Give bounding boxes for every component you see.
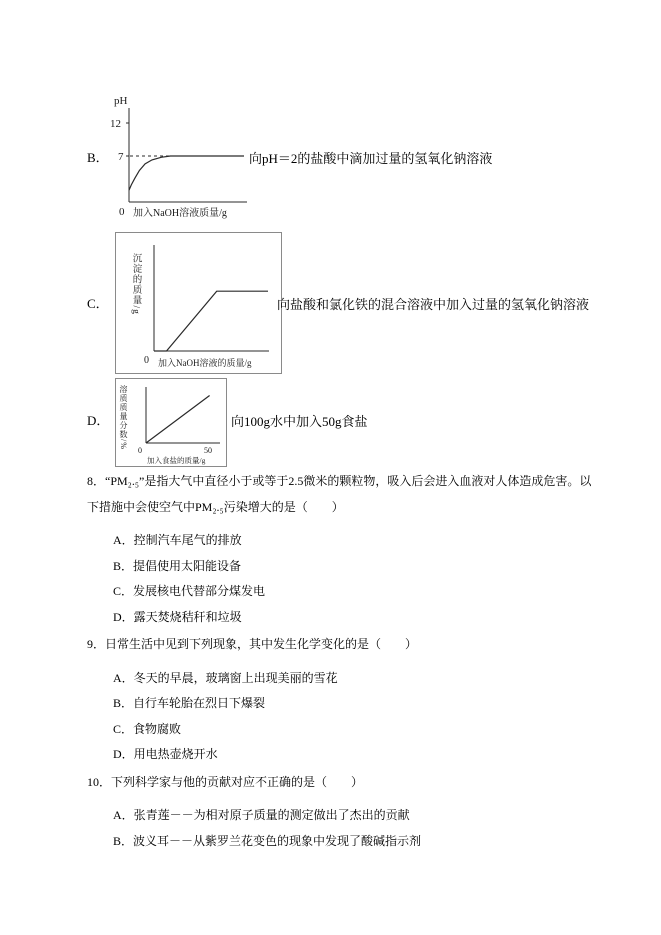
answer-option-d: D．用电热壶烧开水 bbox=[113, 747, 218, 761]
question-number: 8． bbox=[87, 474, 106, 488]
x-tick-50: 50 bbox=[204, 446, 212, 455]
x-axis-title: 加入食盐的质量/g bbox=[147, 456, 206, 465]
answer-option-b: B．提倡使用太阳能设备 bbox=[113, 558, 242, 573]
answer-option-a: A．冬天的早晨，玻璃窗上出现美丽的雪花 bbox=[113, 670, 338, 685]
answer-option-c: C．发展核电代替部分煤发电 bbox=[113, 584, 266, 598]
question-stem bbox=[87, 770, 592, 796]
mass-fraction-chart-frame bbox=[115, 378, 227, 467]
y-axis-title: pH bbox=[114, 95, 128, 107]
graph-option-d-label: D． bbox=[87, 413, 110, 428]
precipitate-mass-line bbox=[154, 291, 268, 351]
answer-options bbox=[87, 528, 592, 630]
y-tick-12: 12 bbox=[110, 118, 121, 130]
question-number: 10． bbox=[87, 774, 112, 789]
question-10 bbox=[87, 770, 592, 855]
ph-curve bbox=[129, 156, 244, 190]
x-axis-title: 加入NaOH溶液的质量/g bbox=[158, 358, 252, 368]
graph-option-d-caption: 向100g水中加入50g食盐 bbox=[231, 414, 368, 429]
origin-label: 0 bbox=[119, 206, 125, 218]
graph-option-b-caption: 向pH＝2的盐酸中滴加过量的氢氧化钠溶液 bbox=[249, 151, 493, 166]
question-text: 下列科学家与他的贡献对应不正确的是（ ） bbox=[111, 774, 364, 789]
question-text: 日常生活中见到下列现象，其中发生化学变化的是（ ） bbox=[105, 637, 418, 651]
y-axis-title-vertical: 溶质质量分数/% bbox=[119, 385, 128, 450]
answer-option-b: B．自行车轮胎在烈日下爆裂 bbox=[113, 696, 266, 710]
answer-option-d: D．露天焚烧秸秆和垃圾 bbox=[113, 609, 242, 624]
mass-fraction-line bbox=[146, 396, 210, 444]
question-stem bbox=[87, 632, 592, 658]
origin-label: 0 bbox=[144, 355, 149, 366]
answer-option-b: B．波义耳－－从紫罗兰花变色的现象中发现了酸碱指示剂 bbox=[113, 833, 422, 848]
answer-option-a: A．张青莲－－为相对原子质量的测定做出了杰出的贡献 bbox=[113, 808, 410, 822]
x-axis-title: 加入NaOH溶液质量/g bbox=[133, 208, 227, 219]
precipitate-chart-frame bbox=[115, 232, 282, 374]
y-tick-7: 7 bbox=[118, 151, 124, 163]
mass-fraction-vs-salt-chart bbox=[116, 379, 226, 466]
question-9 bbox=[87, 632, 592, 768]
chart-axes bbox=[126, 108, 247, 202]
question-text: “PM₂.₅”是指大气中直径小于或等于2.5微米的颗粒物，吸入后会进入血液对人体造成危害。以下措施中会使空气中PM₂.₅污染增大的是（ ） bbox=[87, 474, 592, 514]
answer-option-c: C．食物腐败 bbox=[113, 721, 182, 736]
origin-label: 0 bbox=[138, 446, 142, 455]
graph-option-c-label: C． bbox=[87, 296, 109, 311]
question-8 bbox=[87, 469, 592, 630]
graph-option-c-caption: 向盐酸和氯化铁的混合溶液中加入过量的氢氧化钠溶液 bbox=[277, 297, 590, 312]
question-stem bbox=[87, 469, 592, 520]
y-axis-title-vertical: 沉淀的质量/g bbox=[130, 253, 141, 315]
answer-options bbox=[87, 803, 592, 854]
questions-section bbox=[87, 469, 592, 854]
answer-option-a: A．控制汽车尾气的排放 bbox=[113, 533, 242, 547]
graph-option-b-label: B． bbox=[87, 150, 109, 165]
answer-options bbox=[87, 666, 592, 768]
question-number: 9． bbox=[87, 637, 106, 651]
